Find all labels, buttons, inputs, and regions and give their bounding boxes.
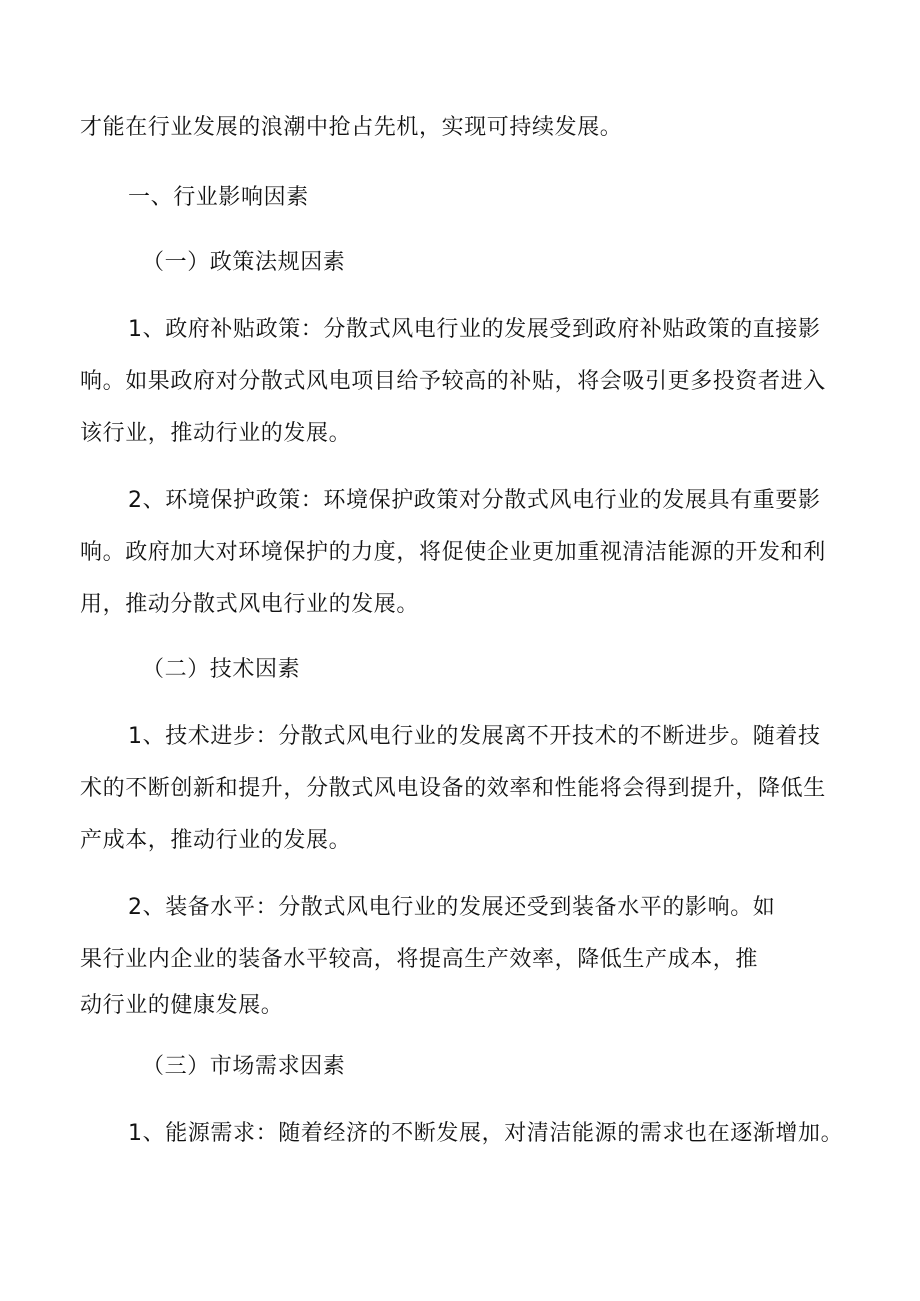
paragraph-line: 才能在行业发展的浪潮中抢占先机，实现可持续发展。 xyxy=(80,115,623,140)
paragraph-line: 2、环境保护政策：环境保护政策对分散式风电行业的发展具有重要影 xyxy=(128,488,821,513)
paragraph-line: 果行业内企业的装备水平较高，将提高生产效率，降低生产成本，推 xyxy=(80,947,759,972)
paragraph-line: 响。政府加大对环境保护的力度，将促使企业更加重视清洁能源的开发和利 xyxy=(80,540,826,565)
paragraph-line: 动行业的健康发展。 xyxy=(80,993,284,1018)
subsection-heading: （一）政策法规因素 xyxy=(142,250,346,275)
subsection-heading: （三）市场需求因素 xyxy=(142,1054,346,1079)
paragraph-line: 术的不断创新和提升，分散式风电设备的效率和性能将会得到提升，降低生 xyxy=(80,776,826,801)
paragraph-line: 1、技术进步：分散式风电行业的发展离不开技术的不断进步。随着技 xyxy=(128,724,821,749)
paragraph-line: 该行业，推动行业的发展。 xyxy=(80,421,352,446)
paragraph-line: 1、政府补贴政策：分散式风电行业的发展受到政府补贴政策的直接影 xyxy=(128,317,821,342)
paragraph-line: 用，推动分散式风电行业的发展。 xyxy=(80,592,420,617)
paragraph-line: 响。如果政府对分散式风电项目给予较高的补贴，将会吸引更多投资者进入 xyxy=(80,369,826,394)
paragraph-line: 产成本，推动行业的发展。 xyxy=(80,828,352,853)
subsection-heading: （二）技术因素 xyxy=(142,657,301,682)
paragraph-line: 2、装备水平：分散式风电行业的发展还受到装备水平的影响。如 xyxy=(128,895,776,920)
section-heading: 一、行业影响因素 xyxy=(128,185,309,210)
paragraph-line: 1、能源需求：随着经济的不断发展，对清洁能源的需求也在逐渐增加。 xyxy=(128,1121,844,1146)
